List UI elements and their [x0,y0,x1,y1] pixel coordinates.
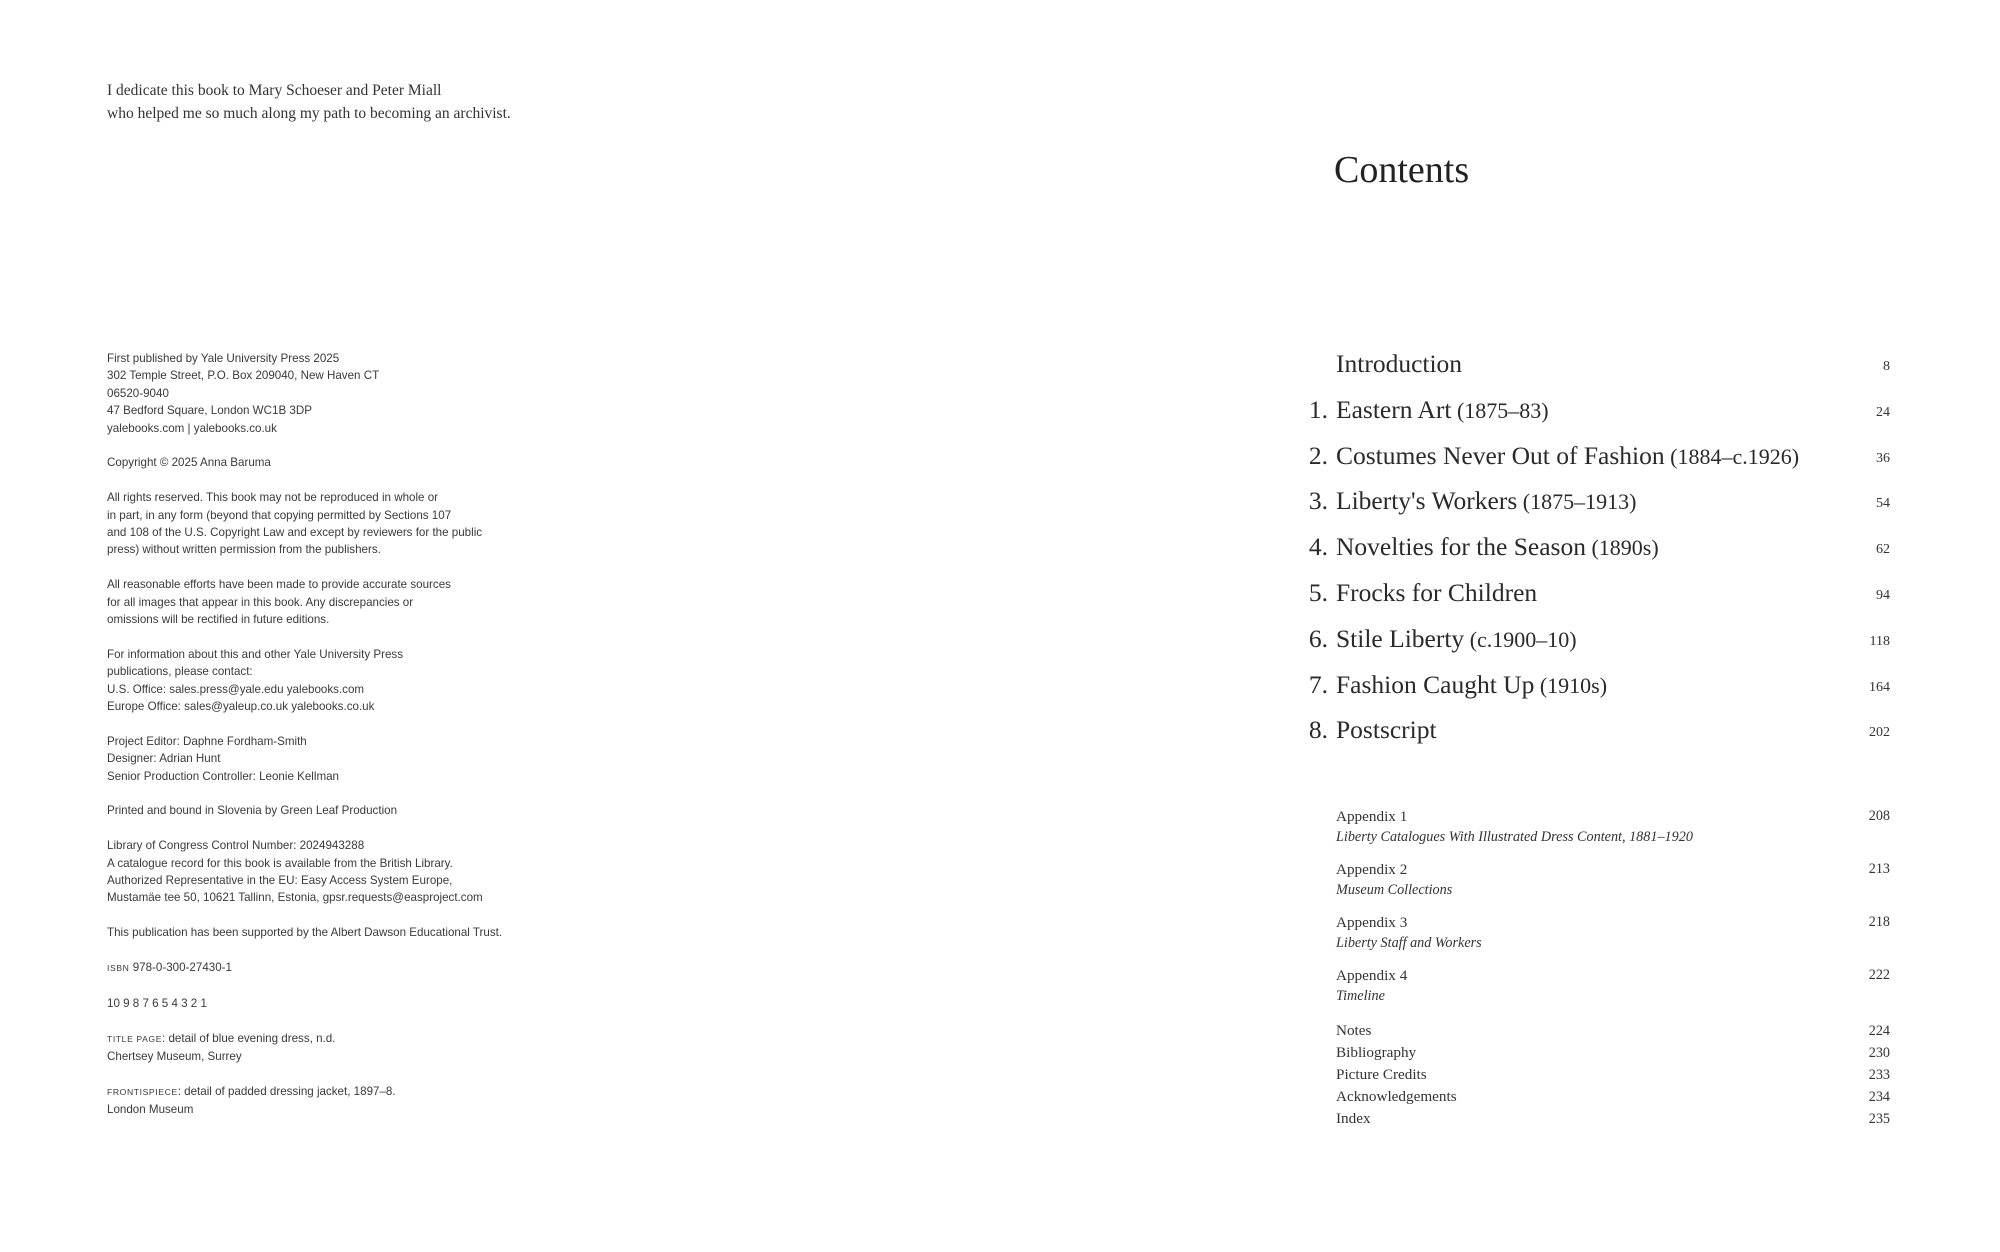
copyright-block [107,454,667,471]
chapter-number: 4. [1308,532,1328,562]
publisher-block [107,350,667,437]
chapter-number: 3. [1308,486,1328,516]
title-page-caption [107,1030,667,1066]
chapter-title: Postscript [1336,715,1437,745]
imprint-line: Library of Congress Control Number: 2024943288 [107,839,365,853]
toc-chapter-row [1290,477,1890,523]
appendix-subtitle: Timeline [1336,988,1385,1004]
credits-block [107,733,667,785]
end-matter-label: Bibliography [1336,1044,1417,1061]
chapter-page-number: 202 [1869,725,1890,741]
chapter-title: Novelties for the Season [1336,532,1586,562]
rights-block [107,489,667,559]
appendix-subtitle: Liberty Staff and Workers [1336,935,1482,951]
appendix-subtitle: Museum Collections [1336,882,1453,898]
chapter-number: 7. [1308,669,1328,699]
imprint-line: Project Editor: Daphne Fordham-Smith [107,734,307,748]
imprint-line: All rights reserved. This book may not be reproduced in whole or [107,491,439,505]
contact-block [107,646,667,716]
end-matter-label: Index [1336,1110,1371,1127]
imprint-line: 06520-9040 [107,386,169,400]
chapter-title: Introduction [1336,349,1463,378]
efforts-block [107,576,667,628]
imprint-line: All reasonable efforts have been made to provide accurate sources [107,578,451,592]
dedication-line: I dedicate this book to Mary Schoeser and Peter Miall [107,82,442,99]
dedication [107,79,511,125]
title-page-label: TITLE PAGE [107,1033,163,1044]
toc-end-matter-row [1336,1086,1890,1108]
toc-appendix-row [1336,965,1890,1018]
imprint-line: omissions will be rectified in future editions. [107,613,330,627]
support-block [107,924,667,941]
imprint-line: and 108 of the U.S. Copyright Law and except by reviewers for the public [107,526,483,540]
chapter-title: Costumes Never Out of Fashion [1336,440,1665,470]
toc-end-matter-row [1336,1108,1890,1130]
end-matter-page-number: 230 [1868,1045,1890,1061]
appendix-label: Appendix 2 [1336,861,1408,878]
chapter-list [1290,340,1890,752]
chapter-title-line [1336,622,1577,657]
toc-end-matter-row [1336,1064,1890,1086]
chapter-number: 2. [1308,440,1328,470]
toc-chapter-row [1290,340,1890,386]
appendix-page-number: 222 [1868,967,1890,983]
end-matter-page-number: 233 [1868,1067,1890,1083]
appendix-page-number: 218 [1868,914,1890,930]
chapter-title-line [1336,393,1549,428]
appendix-label: Appendix 4 [1336,967,1408,984]
frontispiece-label: FRONTISPIECE [107,1086,178,1097]
toc-chapter-row [1290,523,1890,569]
chapter-dates: (c.1900–10) [1464,626,1577,652]
end-matter-label: Notes [1336,1022,1372,1039]
frontispiece-text: : detail of padded dressing jacket, 1897–8. [177,1084,396,1098]
end-matter-page-number: 235 [1868,1111,1890,1127]
title-page-text: : detail of blue evening dress, n.d. [162,1031,336,1045]
imprint-line: For information about this and other Yale University Press [107,647,403,661]
imprint-line: A catalogue record for this book is available from the British Library. [107,856,453,870]
imprint-line: in part, in any form (beyond that copying permitted by Sections 107 [107,508,452,522]
contents-heading: Contents [1334,149,1470,191]
toc-chapter-row [1290,615,1890,661]
isbn-block [107,959,667,977]
chapter-title: Frocks for Children [1336,577,1538,607]
isbn-value: 978-0-300-27430-1 [132,961,232,975]
imprint-line: First published by Yale University Press 2025 [107,352,340,365]
end-matter-list [1336,1020,1890,1130]
chapter-page-number: 164 [1869,679,1890,695]
chapter-number: 6. [1308,623,1328,653]
toc-chapter-row [1290,386,1890,432]
chapter-title: Liberty's Workers [1336,486,1518,516]
frontispiece-caption [107,1083,667,1119]
right-page [1000,0,2000,1252]
toc-end-matter-row [1336,1042,1890,1064]
imprint-line: press) without written permission from the publishers. [107,543,381,557]
end-matter-label: Picture Credits [1336,1066,1427,1083]
imprint-line: Mustamäe tee 50, 10621 Tallinn, Estonia, gpsr.requests@easproject.com [107,891,483,905]
chapter-number: 5. [1308,577,1328,607]
chapter-number: 8. [1308,715,1328,745]
imprint-line: Europe Office: sales@yaleup.co.uk yalebooks.co.uk [107,700,375,714]
caption-line: London Museum [107,1103,194,1117]
chapter-title: Stile Liberty [1336,623,1465,653]
caption-line [107,1083,667,1101]
appendix-list [1336,806,1890,1018]
chapter-page-number: 118 [1869,633,1890,649]
toc-chapter-row [1290,432,1890,478]
caption-line: Chertsey Museum, Surrey [107,1050,242,1064]
chapter-dates: (1910s) [1534,672,1608,698]
chapter-title-line [1336,576,1537,611]
appendix-label: Appendix 3 [1336,914,1408,931]
imprint-line: 47 Bedford Square, London WC1B 3DP [107,404,312,418]
chapter-title-line [1336,439,1799,474]
imprint-line: U.S. Office: sales.press@yale.edu yalebooks.com [107,682,365,696]
chapter-page-number: 62 [1876,542,1890,558]
print-run-block [107,995,667,1012]
toc-appendix-row [1336,806,1890,859]
imprint-line: publications, please contact: [107,665,253,679]
toc-chapter-row [1290,569,1890,615]
toc-appendix-row [1336,912,1890,965]
chapter-dates: (1875–1913) [1517,489,1637,515]
appendix-page-number: 213 [1868,861,1890,877]
copyright-imprint [107,350,667,1136]
toc-chapter-row [1290,661,1890,707]
chapter-page-number: 54 [1876,496,1890,512]
imprint-line: Authorized Representative in the EU: Easy Access System Europe, [107,874,453,888]
copyright-line: Copyright © 2025 Anna Baruma [107,456,271,470]
isbn-label: ISBN [107,963,130,974]
chapter-title-line [1336,668,1607,703]
imprint-line: yalebooks.com | yalebooks.co.uk [107,421,277,435]
chapter-title-line [1336,484,1636,519]
chapter-title: Fashion Caught Up [1336,669,1535,699]
printed-block [107,802,667,819]
isbn-line [107,959,667,977]
imprint-line: Designer: Adrian Hunt [107,752,221,766]
chapter-title-line [1336,347,1462,382]
appendix-label: Appendix 1 [1336,808,1408,825]
library-block [107,837,667,907]
end-matter-page-number: 224 [1868,1023,1890,1039]
imprint-line: Printed and bound in Slovenia by Green Leaf Production [107,804,398,818]
chapter-page-number: 8 [1883,359,1890,374]
chapter-title: Eastern Art [1336,394,1452,424]
chapter-number: 1. [1308,394,1328,424]
end-matter-label: Acknowledgements [1336,1088,1457,1105]
chapter-page-number: 36 [1876,450,1890,466]
imprint-line: This publication has been supported by the Albert Dawson Educational Trust. [107,926,503,940]
chapter-title-line [1336,713,1437,748]
chapter-page-number: 24 [1876,404,1890,420]
print-run-line: 10 9 8 7 6 5 4 3 2 1 [107,996,207,1010]
imprint-line: for all images that appear in this book. Any discrepancies or [107,595,414,609]
imprint-line: Senior Production Controller: Leonie Kellman [107,769,340,783]
end-matter-page-number: 234 [1868,1089,1890,1105]
dedication-line: who helped me so much along my path to becoming an archivist. [107,105,511,122]
toc-end-matter-row [1336,1020,1890,1042]
chapter-page-number: 94 [1876,587,1890,603]
chapter-dates: (1884–c.1926) [1664,443,1800,469]
chapter-dates: (1890s) [1585,535,1659,561]
appendix-page-number: 208 [1868,808,1890,824]
toc-chapter-row [1290,706,1890,752]
chapter-title-line [1336,530,1659,565]
caption-line [107,1030,667,1048]
chapter-dates: (1875–83) [1451,397,1549,423]
imprint-line: 302 Temple Street, P.O. Box 209040, New Haven CT [107,369,380,383]
toc-appendix-row [1336,859,1890,912]
appendix-subtitle: Liberty Catalogues With Illustrated Dress Content, 1881–1920 [1336,829,1693,845]
